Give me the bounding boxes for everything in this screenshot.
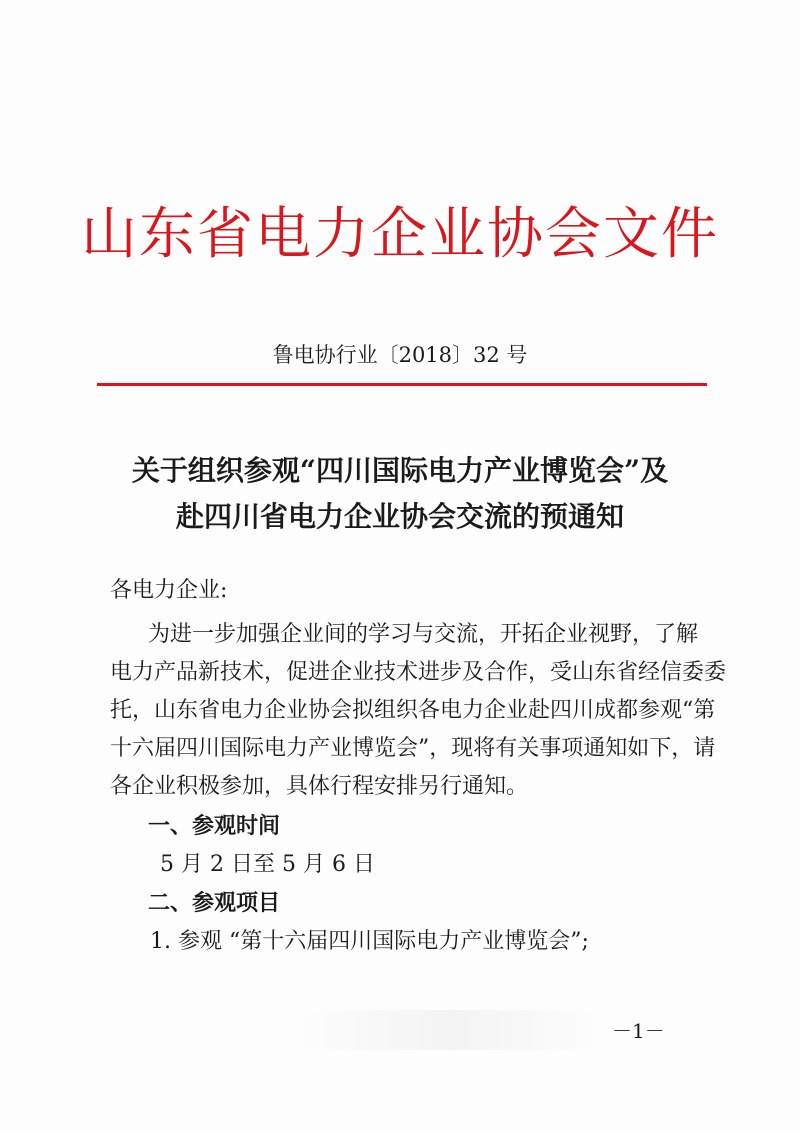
paragraph-line: 为进一步加强企业间的学习与交流，开拓企业视野，了解 bbox=[148, 622, 699, 647]
notice-title bbox=[0, 448, 800, 540]
visit-item-1: 1. 参观 “第十六届四川国际电力产业博览会”; bbox=[150, 929, 589, 954]
red-divider-line bbox=[97, 383, 707, 386]
paragraph-line: 各企业积极参加，具体行程安排另行通知。 bbox=[110, 774, 529, 799]
paragraph-line: 十六届四川国际电力产业博览会”，现将有关事项通知如下，请 bbox=[110, 736, 716, 761]
issuing-authority-header: 山东省电力企业协会文件 bbox=[81, 202, 719, 267]
visit-dates: 5 月 2 日至 5 月 6 日 bbox=[160, 852, 375, 877]
page-number: －1－ bbox=[612, 1019, 665, 1043]
bleed-through-shadow bbox=[300, 1010, 600, 1050]
notice-title-line-1: 关于组织参观“四川国际电力产业博览会”及 bbox=[131, 454, 669, 487]
paragraph-line: 托，山东省电力企业协会拟组织各电力企业赴四川成都参观“第 bbox=[110, 698, 716, 723]
document-number: 鲁电协行业〔2018〕32 号 bbox=[272, 343, 528, 367]
section-heading-items: 二、参观项目 bbox=[148, 890, 281, 916]
notice-title-line-2: 赴四川省电力企业协会交流的预通知 bbox=[175, 500, 624, 533]
paragraph-line: 电力产品新技术，促进企业技术进步及合作，受山东省经信委委 bbox=[110, 660, 727, 685]
section-heading-time: 一、参观时间 bbox=[148, 813, 281, 839]
salutation: 各电力企业: bbox=[110, 578, 228, 603]
